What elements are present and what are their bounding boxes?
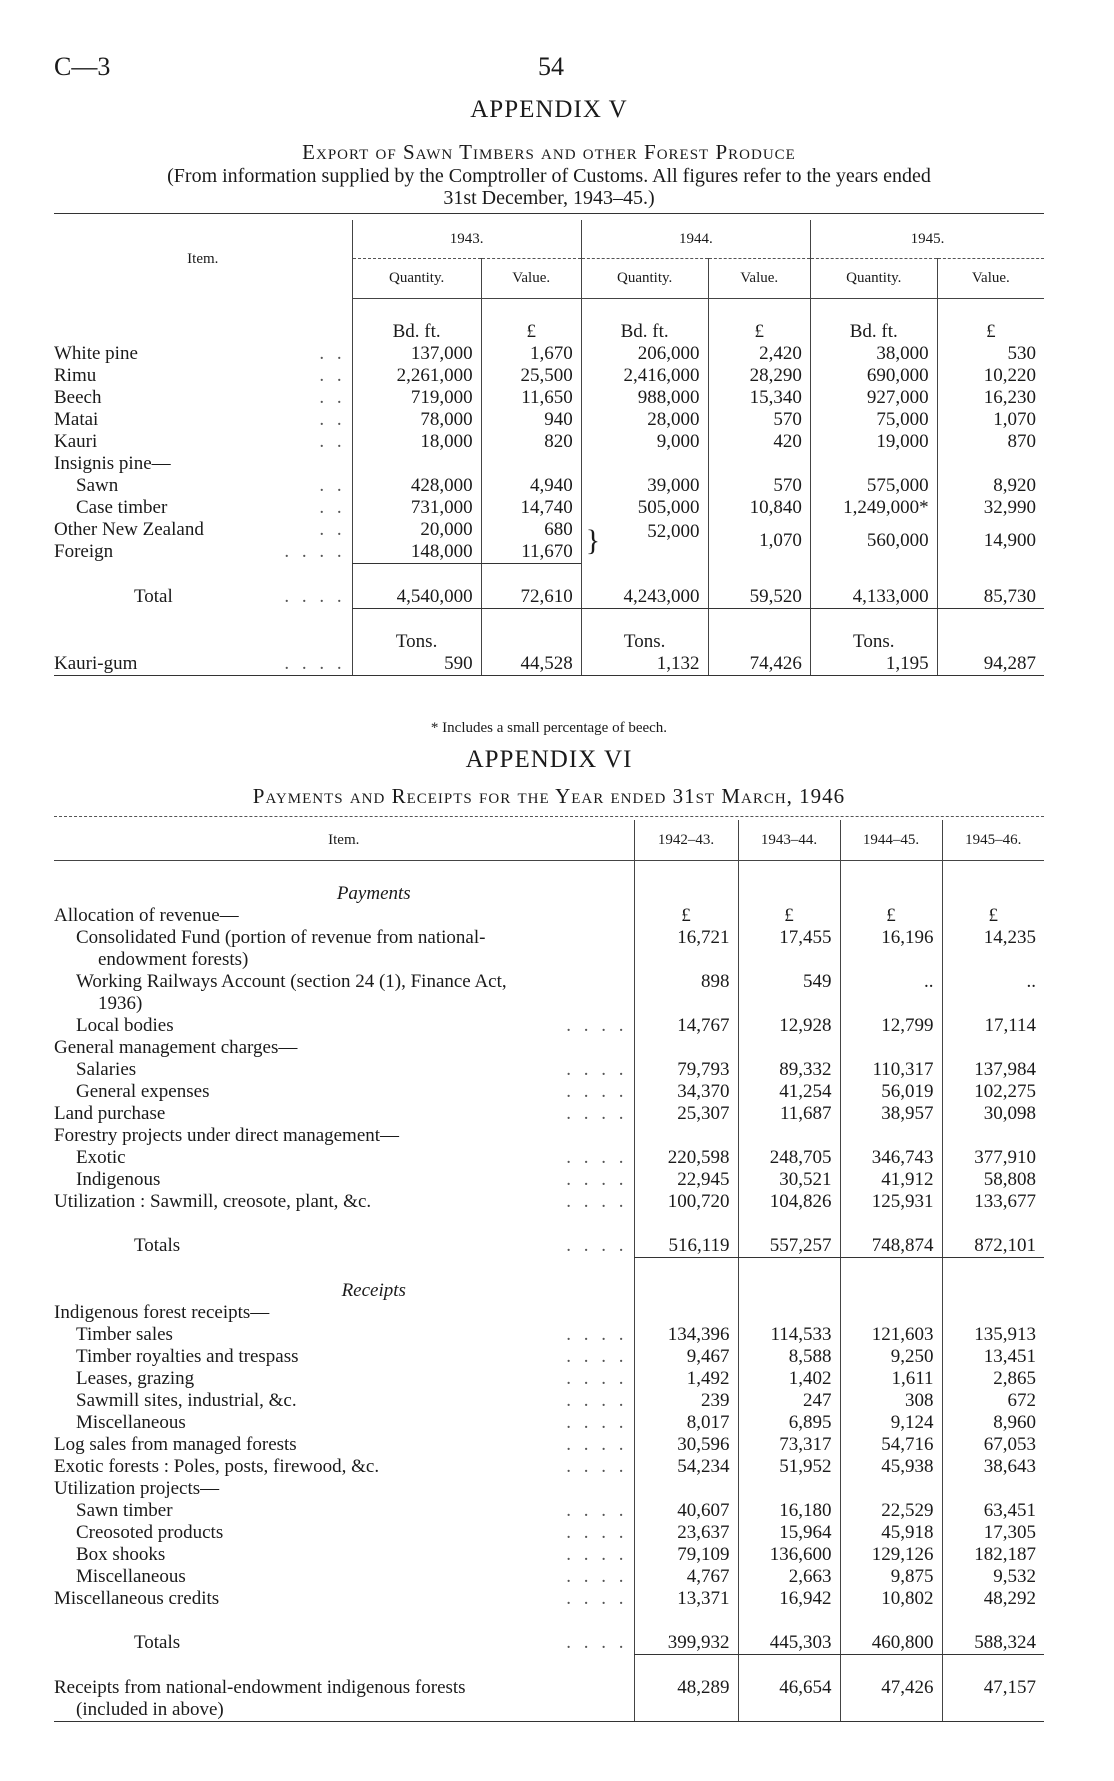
row-label: White pine . . bbox=[54, 342, 346, 364]
cell: 34,370 bbox=[634, 1081, 738, 1103]
cell: 135,913 bbox=[942, 1324, 1044, 1346]
row-label: General expenses . . . . bbox=[76, 1080, 628, 1102]
table-row bbox=[54, 927, 1044, 949]
section-heading-row bbox=[54, 1280, 1044, 1302]
cell: 516,119 bbox=[634, 1235, 738, 1258]
cell: 56,019 bbox=[840, 1081, 942, 1103]
cell: 54,234 bbox=[634, 1456, 738, 1478]
row-label: Exotic forests : Poles, posts, firewood, &c. . . . . bbox=[54, 1455, 628, 1477]
cell: 38,000 bbox=[810, 343, 937, 365]
cell: 15,340 bbox=[708, 387, 810, 409]
cell: 14,235 bbox=[942, 927, 1044, 949]
cell: 16,230 bbox=[937, 387, 1044, 409]
cell: 1,195 bbox=[810, 653, 937, 676]
cell: 67,053 bbox=[942, 1434, 1044, 1456]
group-row bbox=[54, 1478, 1044, 1500]
combined-cell: } 52,000 bbox=[581, 519, 708, 564]
cell: 927,000 bbox=[810, 387, 937, 409]
table-row bbox=[54, 971, 1044, 993]
table-top-rule bbox=[54, 816, 1044, 817]
cell: 48,292 bbox=[942, 1588, 1044, 1610]
row-label: Timber royalties and trespass . . . . bbox=[76, 1345, 628, 1367]
appendix-v-title: APPENDIX V bbox=[470, 96, 628, 123]
row-label: Local bodies . . . . bbox=[76, 1014, 628, 1036]
appendix-v-note-line2: 31st December, 1943–45.) bbox=[443, 187, 655, 209]
cell: 1,132 bbox=[581, 653, 708, 676]
national-endowment-row-continued bbox=[54, 1699, 1044, 1722]
table-row bbox=[54, 1147, 1044, 1169]
cell: 16,721 bbox=[634, 927, 738, 949]
table-row bbox=[54, 1390, 1044, 1412]
cell: 25,500 bbox=[481, 365, 581, 387]
table-row bbox=[54, 1368, 1044, 1390]
cell: 73,317 bbox=[738, 1434, 840, 1456]
cell: 557,257 bbox=[738, 1235, 840, 1258]
cell: 2,420 bbox=[708, 343, 810, 365]
payments-total-row bbox=[54, 1235, 1044, 1258]
table-row bbox=[54, 431, 1044, 453]
quantity-header: Quantity. bbox=[581, 258, 708, 298]
cell: 588,324 bbox=[942, 1632, 1044, 1655]
cell: 248,705 bbox=[738, 1147, 840, 1169]
cell: 148,000 bbox=[352, 541, 481, 564]
table-row bbox=[54, 365, 1044, 387]
appendix-vi-subtitle: Payments and Receipts for the Year ended 31st March, 1946 bbox=[252, 784, 846, 808]
row-label: Miscellaneous credits . . . . bbox=[54, 1587, 628, 1609]
table-row bbox=[54, 1412, 1044, 1434]
cell: 30,521 bbox=[738, 1169, 840, 1191]
unit-label: Bd. ft. bbox=[810, 321, 937, 343]
cell: 78,000 bbox=[352, 409, 481, 431]
cell: 377,910 bbox=[942, 1147, 1044, 1169]
cell: 133,677 bbox=[942, 1191, 1044, 1213]
cell: 420 bbox=[708, 431, 810, 453]
row-label: Exotic . . . . bbox=[76, 1146, 628, 1168]
cell: 308 bbox=[840, 1390, 942, 1412]
footnote: * Includes a small percentage of beech. bbox=[430, 720, 668, 736]
cell: 41,254 bbox=[738, 1081, 840, 1103]
cell: 44,528 bbox=[481, 653, 581, 676]
page-number: 54 bbox=[538, 52, 564, 81]
cell: 13,371 bbox=[634, 1588, 738, 1610]
row-label: Kauri . . bbox=[54, 430, 346, 452]
unit-label: Tons. bbox=[581, 631, 708, 653]
cell: 247 bbox=[738, 1390, 840, 1412]
row-label: Creosoted products . . . . bbox=[76, 1521, 628, 1543]
row-label: Box shooks . . . . bbox=[76, 1543, 628, 1565]
national-endowment-row bbox=[54, 1677, 1044, 1699]
cell: 9,250 bbox=[840, 1346, 942, 1368]
cell: 988,000 bbox=[581, 387, 708, 409]
total-row bbox=[54, 586, 1044, 609]
cell: 16,196 bbox=[840, 927, 942, 949]
cell: 58,808 bbox=[942, 1169, 1044, 1191]
table-row bbox=[54, 1588, 1044, 1610]
cell: 690,000 bbox=[810, 365, 937, 387]
cell: 45,918 bbox=[840, 1522, 942, 1544]
cell: 114,533 bbox=[738, 1324, 840, 1346]
group-label: General management charges— bbox=[54, 1036, 298, 1058]
cell: 22,945 bbox=[634, 1169, 738, 1191]
cell: 94,287 bbox=[937, 653, 1044, 676]
cell: 1,070 bbox=[937, 409, 1044, 431]
cell: 51,952 bbox=[738, 1456, 840, 1478]
table-row bbox=[54, 409, 1044, 431]
value-header: Value. bbox=[481, 258, 581, 298]
cell: 30,098 bbox=[942, 1103, 1044, 1125]
row-label: 1936) bbox=[98, 992, 143, 1014]
table-row bbox=[54, 1103, 1044, 1125]
cell: 9,000 bbox=[581, 431, 708, 453]
cell: 125,931 bbox=[840, 1191, 942, 1213]
unit-label: Bd. ft. bbox=[352, 321, 481, 343]
cell: 38,957 bbox=[840, 1103, 942, 1125]
cell: 39,000 bbox=[581, 475, 708, 497]
table-row bbox=[54, 1059, 1044, 1081]
cell: 25,307 bbox=[634, 1103, 738, 1125]
combined-cell: 14,900 bbox=[937, 519, 1044, 564]
row-label: Timber sales . . . . bbox=[76, 1323, 628, 1345]
cell: 30,596 bbox=[634, 1434, 738, 1456]
cell: 63,451 bbox=[942, 1500, 1044, 1522]
cell: 672 bbox=[942, 1390, 1044, 1412]
cell: 40,607 bbox=[634, 1500, 738, 1522]
cell: 346,743 bbox=[840, 1147, 942, 1169]
cell: 2,865 bbox=[942, 1368, 1044, 1390]
cell: 19,000 bbox=[810, 431, 937, 453]
cell: 17,455 bbox=[738, 927, 840, 949]
cell: 17,305 bbox=[942, 1522, 1044, 1544]
combined-cell: 560,000 bbox=[810, 519, 937, 564]
year-header: 1944–45. bbox=[840, 820, 942, 860]
cell: 8,920 bbox=[937, 475, 1044, 497]
cell: 2,261,000 bbox=[352, 365, 481, 387]
cell: 4,243,000 bbox=[581, 586, 708, 609]
cell: 11,650 bbox=[481, 387, 581, 409]
cell: 10,840 bbox=[708, 497, 810, 519]
unit-label: £ bbox=[481, 321, 581, 343]
cell: 2,416,000 bbox=[581, 365, 708, 387]
appendix-v-note-line1: (From information supplied by the Comptroller of Customs. All figures refer to the years ended bbox=[167, 165, 931, 187]
group-row bbox=[54, 905, 1044, 927]
cell: 820 bbox=[481, 431, 581, 453]
cell: 505,000 bbox=[581, 497, 708, 519]
cell: .. bbox=[942, 971, 1044, 993]
cell: 89,332 bbox=[738, 1059, 840, 1081]
table-row bbox=[54, 343, 1044, 365]
cell: 47,426 bbox=[840, 1677, 942, 1699]
table-top-rule bbox=[54, 213, 1044, 214]
cell: 719,000 bbox=[352, 387, 481, 409]
unit-label: Tons. bbox=[810, 631, 937, 653]
cell: 11,670 bbox=[481, 541, 581, 564]
group-row bbox=[54, 1037, 1044, 1059]
group-row bbox=[54, 1125, 1044, 1147]
cell: 41,912 bbox=[840, 1169, 942, 1191]
table-row bbox=[54, 519, 1044, 541]
cell: 32,990 bbox=[937, 497, 1044, 519]
cell: 74,426 bbox=[708, 653, 810, 676]
cell: 10,220 bbox=[937, 365, 1044, 387]
table-row bbox=[54, 1081, 1044, 1103]
export-table bbox=[54, 220, 1044, 676]
row-label: Miscellaneous . . . . bbox=[76, 1565, 628, 1587]
cell: 206,000 bbox=[581, 343, 708, 365]
cell: 9,124 bbox=[840, 1412, 942, 1434]
table-row bbox=[54, 497, 1044, 519]
group-label: Forestry projects under direct management— bbox=[54, 1124, 400, 1146]
table-row bbox=[54, 1566, 1044, 1588]
table-row-continued bbox=[54, 949, 1044, 971]
table-row bbox=[54, 1500, 1044, 1522]
row-label: Beech . . bbox=[54, 386, 346, 408]
cell: 575,000 bbox=[810, 475, 937, 497]
insignis-group-row bbox=[54, 453, 1044, 475]
cell: 23,637 bbox=[634, 1522, 738, 1544]
row-label: Land purchase . . . . bbox=[54, 1102, 628, 1124]
row-label: Leases, grazing . . . . bbox=[76, 1367, 628, 1389]
cell: 182,187 bbox=[942, 1544, 1044, 1566]
year-1945-header: 1945. bbox=[810, 220, 1044, 258]
cell: 872,101 bbox=[942, 1235, 1044, 1258]
cell: 940 bbox=[481, 409, 581, 431]
row-label: Case timber . . bbox=[76, 496, 346, 518]
cell: 14,767 bbox=[634, 1015, 738, 1037]
cell: 1,611 bbox=[840, 1368, 942, 1390]
value-header: Value. bbox=[708, 258, 810, 298]
table-row bbox=[54, 475, 1044, 497]
cell: 129,126 bbox=[840, 1544, 942, 1566]
cell: 9,532 bbox=[942, 1566, 1044, 1588]
row-label: Sawmill sites, industrial, &c. . . . . bbox=[76, 1389, 628, 1411]
cell: 137,984 bbox=[942, 1059, 1044, 1081]
row-label: Working Railways Account (section 24 (1), Finance Act, bbox=[76, 970, 507, 992]
quantity-header: Quantity. bbox=[352, 258, 481, 298]
table-row bbox=[54, 1346, 1044, 1368]
receipts-total-row bbox=[54, 1632, 1044, 1655]
cell: 4,767 bbox=[634, 1566, 738, 1588]
row-label: Total . . . . bbox=[134, 585, 346, 607]
cell: 102,275 bbox=[942, 1081, 1044, 1103]
cell: 570 bbox=[708, 475, 810, 497]
receipts-heading: Receipts bbox=[341, 1279, 406, 1301]
section-heading-row bbox=[54, 883, 1044, 905]
currency-label: £ bbox=[738, 905, 840, 927]
year-header: 1942–43. bbox=[634, 820, 738, 860]
cell: 59,520 bbox=[708, 586, 810, 609]
cell: 220,598 bbox=[634, 1147, 738, 1169]
cell: 530 bbox=[937, 343, 1044, 365]
cell: 104,826 bbox=[738, 1191, 840, 1213]
row-label: Rimu . . bbox=[54, 364, 346, 386]
table-row bbox=[54, 387, 1044, 409]
year-1943-header: 1943. bbox=[352, 220, 581, 258]
cell: 1,249,000* bbox=[810, 497, 937, 519]
year-1944-header: 1944. bbox=[581, 220, 810, 258]
row-label: Log sales from managed forests . . . . bbox=[54, 1433, 628, 1455]
row-label: Totals . . . . bbox=[134, 1631, 628, 1653]
table-row bbox=[54, 1522, 1044, 1544]
payments-heading: Payments bbox=[336, 882, 411, 904]
cell: 14,740 bbox=[481, 497, 581, 519]
table-row bbox=[54, 1324, 1044, 1346]
cell: 16,180 bbox=[738, 1500, 840, 1522]
cell: 680 bbox=[481, 519, 581, 541]
cell: 47,157 bbox=[942, 1677, 1044, 1699]
cell: 136,600 bbox=[738, 1544, 840, 1566]
row-label: (included in above) bbox=[54, 1699, 634, 1722]
cell: 28,290 bbox=[708, 365, 810, 387]
col-item-header: Item. bbox=[187, 251, 219, 267]
group-label: Insignis pine— bbox=[54, 452, 171, 474]
table-row bbox=[54, 1191, 1044, 1213]
table-row bbox=[54, 1169, 1044, 1191]
cell: 85,730 bbox=[937, 586, 1044, 609]
quantity-header: Quantity. bbox=[810, 258, 937, 298]
cell: 46,654 bbox=[738, 1677, 840, 1699]
cell: .. bbox=[840, 971, 942, 993]
cell: 4,940 bbox=[481, 475, 581, 497]
group-row bbox=[54, 1302, 1044, 1324]
group-label: Indigenous forest receipts— bbox=[54, 1301, 270, 1323]
row-label: Foreign . . . . bbox=[54, 540, 346, 562]
group-label: Utilization projects— bbox=[54, 1477, 220, 1499]
cell: 75,000 bbox=[810, 409, 937, 431]
row-label: endowment forests) bbox=[98, 948, 249, 970]
table-row bbox=[54, 1015, 1044, 1037]
currency-label: £ bbox=[942, 905, 1044, 927]
cell: 239 bbox=[634, 1390, 738, 1412]
year-header: 1945–46. bbox=[942, 820, 1044, 860]
payments-receipts-table bbox=[54, 820, 1044, 1722]
cell: 79,109 bbox=[634, 1544, 738, 1566]
cell: 1,492 bbox=[634, 1368, 738, 1390]
unit-label: £ bbox=[708, 321, 810, 343]
table-row-continued bbox=[54, 993, 1044, 1015]
cell: 12,799 bbox=[840, 1015, 942, 1037]
cell: 11,687 bbox=[738, 1103, 840, 1125]
row-label: Utilization : Sawmill, creosote, plant, &c. . . . . bbox=[54, 1190, 628, 1212]
cell: 9,467 bbox=[634, 1346, 738, 1368]
cell: 8,588 bbox=[738, 1346, 840, 1368]
cell: 731,000 bbox=[352, 497, 481, 519]
row-label: Receipts from national-endowment indigenous forests bbox=[54, 1676, 466, 1698]
cell: 100,720 bbox=[634, 1191, 738, 1213]
cell: 38,643 bbox=[942, 1456, 1044, 1478]
cell: 15,964 bbox=[738, 1522, 840, 1544]
appendix-v-subtitle: Export of Sawn Timbers and other Forest Produce bbox=[302, 140, 796, 164]
cell: 12,928 bbox=[738, 1015, 840, 1037]
table-row bbox=[54, 1434, 1044, 1456]
cell: 445,303 bbox=[738, 1632, 840, 1655]
cell: 22,529 bbox=[840, 1500, 942, 1522]
cell: 748,874 bbox=[840, 1235, 942, 1258]
cell: 4,540,000 bbox=[352, 586, 481, 609]
cell: 428,000 bbox=[352, 475, 481, 497]
row-label: Kauri-gum . . . . bbox=[54, 653, 352, 676]
cell: 16,942 bbox=[738, 1588, 840, 1610]
row-label: Salaries . . . . bbox=[76, 1058, 628, 1080]
cell: 2,663 bbox=[738, 1566, 840, 1588]
cell: 8,017 bbox=[634, 1412, 738, 1434]
cell: 460,800 bbox=[840, 1632, 942, 1655]
cell: 20,000 bbox=[352, 519, 481, 541]
cell: 45,938 bbox=[840, 1456, 942, 1478]
row-label: Sawn . . bbox=[76, 474, 346, 496]
unit-label: Bd. ft. bbox=[581, 321, 708, 343]
cell: 121,603 bbox=[840, 1324, 942, 1346]
cell: 399,932 bbox=[634, 1632, 738, 1655]
table-row bbox=[54, 1544, 1044, 1566]
cell: 8,960 bbox=[942, 1412, 1044, 1434]
value-header: Value. bbox=[937, 258, 1044, 298]
cell: 570 bbox=[708, 409, 810, 431]
cell: 13,451 bbox=[942, 1346, 1044, 1368]
row-label: Indigenous . . . . bbox=[76, 1168, 628, 1190]
cell: 18,000 bbox=[352, 431, 481, 453]
cell: 9,875 bbox=[840, 1566, 942, 1588]
cell: 17,114 bbox=[942, 1015, 1044, 1037]
cell: 6,895 bbox=[738, 1412, 840, 1434]
cell: 10,802 bbox=[840, 1588, 942, 1610]
currency-label: £ bbox=[634, 905, 738, 927]
currency-label: £ bbox=[840, 905, 942, 927]
cell: 72,610 bbox=[481, 586, 581, 609]
row-label: Totals . . . . bbox=[134, 1234, 628, 1256]
unit-label: £ bbox=[937, 321, 1044, 343]
cell: 1,670 bbox=[481, 343, 581, 365]
cell: 79,793 bbox=[634, 1059, 738, 1081]
cell: 110,317 bbox=[840, 1059, 942, 1081]
cell: 54,716 bbox=[840, 1434, 942, 1456]
row-label: Matai . . bbox=[54, 408, 346, 430]
group-label: Allocation of revenue— bbox=[54, 904, 239, 926]
combined-cell: 1,070 bbox=[708, 519, 810, 564]
row-label: Miscellaneous . . . . bbox=[76, 1411, 628, 1433]
cell: 898 bbox=[634, 971, 738, 993]
cell: 590 bbox=[352, 653, 481, 676]
cell: 134,396 bbox=[634, 1324, 738, 1346]
year-header: 1943–44. bbox=[738, 820, 840, 860]
cell: 48,289 bbox=[634, 1677, 738, 1699]
cell: 137,000 bbox=[352, 343, 481, 365]
cell: 549 bbox=[738, 971, 840, 993]
table-row bbox=[54, 1456, 1044, 1478]
row-label: Other New Zealand . . bbox=[54, 518, 346, 540]
document-reference: C—3 bbox=[54, 52, 111, 81]
kauri-gum-row bbox=[54, 653, 1044, 676]
row-label: Sawn timber . . . . bbox=[76, 1499, 628, 1521]
units-row bbox=[54, 321, 1044, 343]
brace-icon: } bbox=[585, 523, 601, 557]
tons-row bbox=[54, 631, 1044, 653]
cell: 4,133,000 bbox=[810, 586, 937, 609]
cell: 1,402 bbox=[738, 1368, 840, 1390]
unit-label: Tons. bbox=[352, 631, 481, 653]
row-label: Consolidated Fund (portion of revenue from national- bbox=[76, 926, 486, 948]
cell: 870 bbox=[937, 431, 1044, 453]
appendix-vi-title: APPENDIX VI bbox=[465, 746, 633, 773]
col-item-header: Item. bbox=[54, 820, 634, 860]
cell: 28,000 bbox=[581, 409, 708, 431]
